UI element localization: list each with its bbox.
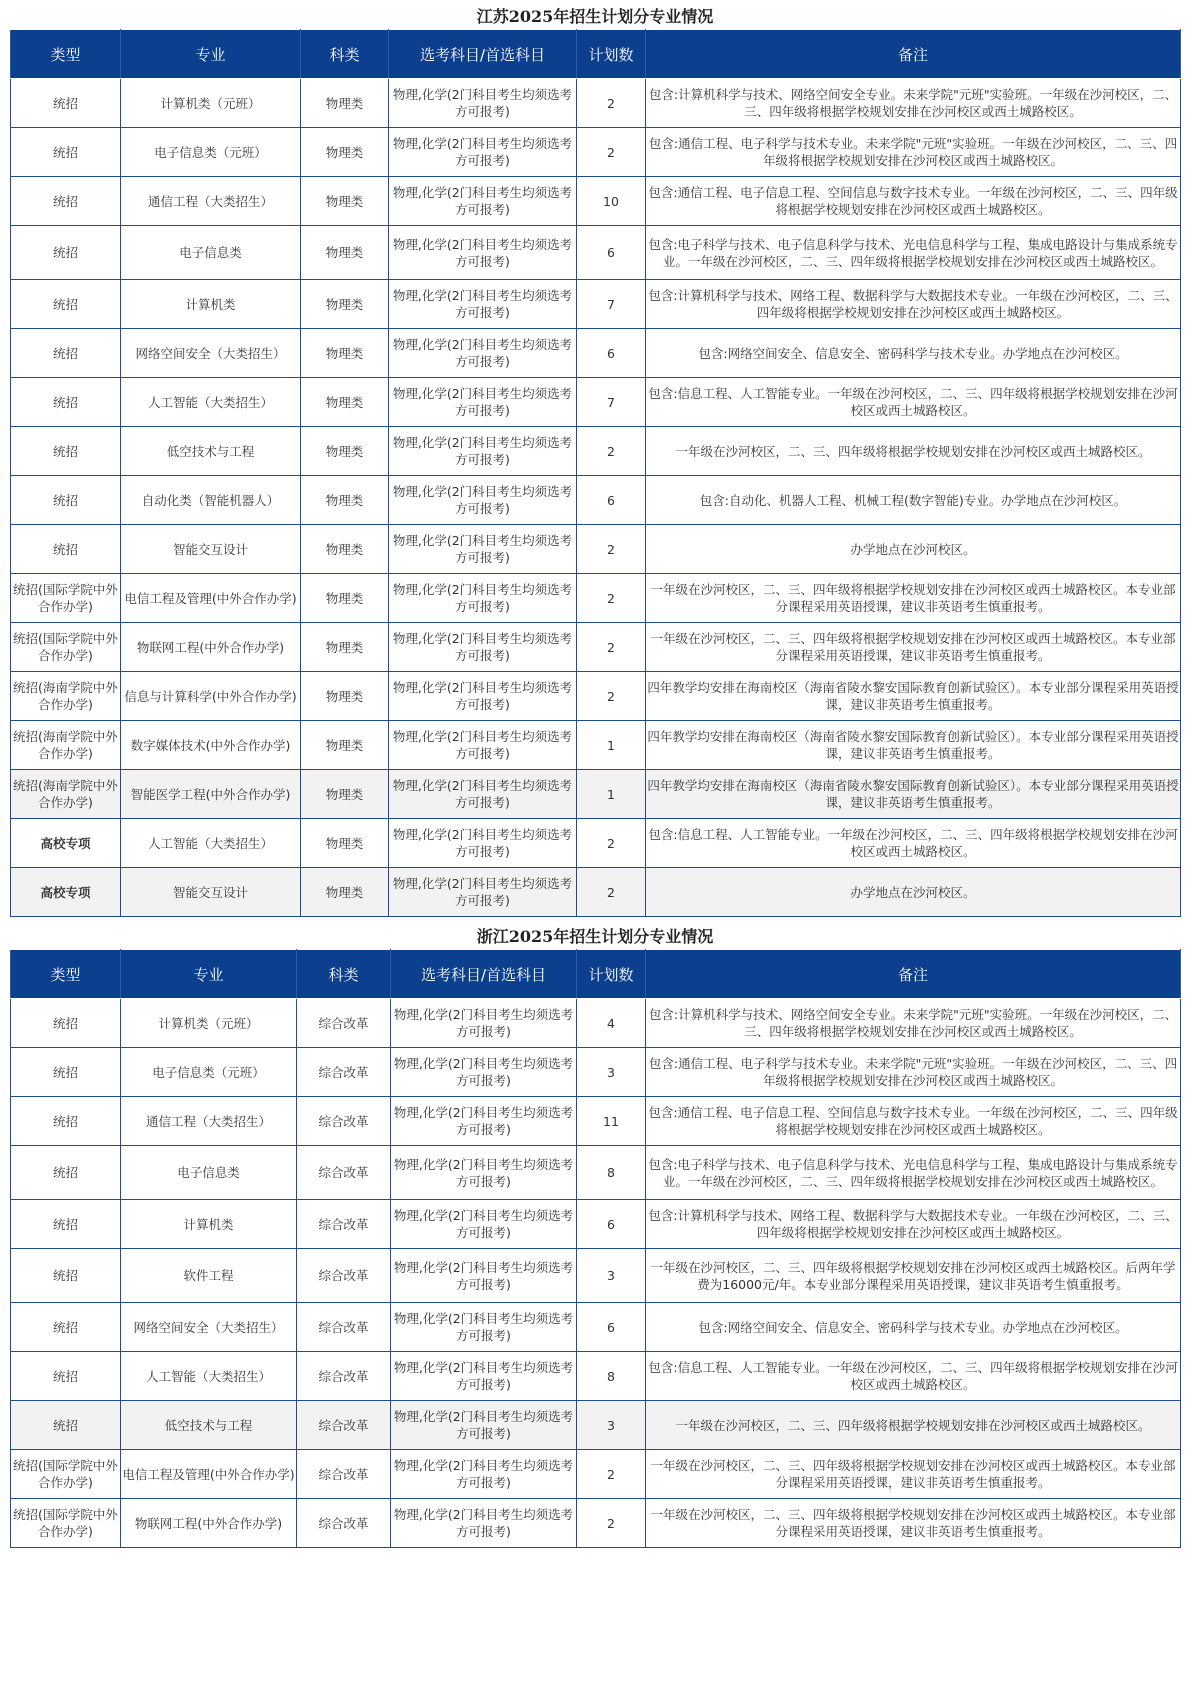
table-row bbox=[11, 1249, 1181, 1303]
cell-remarks: 包含:网络空间安全、信息安全、密码科学与技术专业。办学地点在沙河校区。 bbox=[646, 1303, 1181, 1352]
cell-plan-count: 11 bbox=[577, 1097, 646, 1146]
cell-major: 智能交互设计 bbox=[121, 868, 301, 917]
cell-major: 智能医学工程(中外合作办学) bbox=[121, 770, 301, 819]
table-row bbox=[11, 1097, 1181, 1146]
cell-major: 电子信息类（元班） bbox=[121, 128, 301, 177]
cell-major: 数字媒体技术(中外合作办学) bbox=[121, 721, 301, 770]
cell-subjects: 物理,化学(2门科目考生均须选考方可报考) bbox=[389, 128, 577, 177]
cell-subjects: 物理,化学(2门科目考生均须选考方可报考) bbox=[391, 1303, 577, 1352]
cell-remarks: 包含:计算机科学与技术、网络空间安全专业。未来学院"元班"实验班。一年级在沙河校区，二、三、四年级将根据学校规划安排在沙河校区或西土城路校区。 bbox=[646, 999, 1181, 1048]
cell-subjects: 物理,化学(2门科目考生均须选考方可报考) bbox=[391, 1200, 577, 1249]
cell-subjects: 物理,化学(2门科目考生均须选考方可报考) bbox=[389, 177, 577, 226]
cell-remarks: 四年教学均安排在海南校区（海南省陵水黎安国际教育创新试验区）。本专业部分课程采用英语授课，建议非英语考生慎重报考。 bbox=[646, 672, 1181, 721]
cell-subjects: 物理,化学(2门科目考生均须选考方可报考) bbox=[389, 226, 577, 280]
cell-category: 综合改革 bbox=[297, 999, 391, 1048]
table-row bbox=[11, 226, 1181, 280]
cell-type: 统招 bbox=[11, 1401, 121, 1450]
cell-type: 统招 bbox=[11, 999, 121, 1048]
cell-remarks: 一年级在沙河校区，二、三、四年级将根据学校规划安排在沙河校区或西土城路校区。 bbox=[646, 427, 1181, 476]
cell-remarks: 包含:信息工程、人工智能专业。一年级在沙河校区，二、三、四年级将根据学校规划安排在沙河校区或西土城路校区。 bbox=[646, 378, 1181, 427]
cell-type: 统招 bbox=[11, 476, 121, 525]
cell-category: 物理类 bbox=[301, 79, 389, 128]
cell-category: 综合改革 bbox=[297, 1048, 391, 1097]
cell-subjects: 物理,化学(2门科目考生均须选考方可报考) bbox=[389, 476, 577, 525]
cell-plan-count: 6 bbox=[577, 329, 646, 378]
cell-plan-count: 7 bbox=[577, 378, 646, 427]
cell-major: 信息与计算科学(中外合作办学) bbox=[121, 672, 301, 721]
cell-remarks: 一年级在沙河校区，二、三、四年级将根据学校规划安排在沙河校区或西土城路校区。本专业部分课程采用英语授课，建议非英语考生慎重报考。 bbox=[646, 1450, 1181, 1499]
cell-subjects: 物理,化学(2门科目考生均须选考方可报考) bbox=[391, 1097, 577, 1146]
cell-plan-count: 6 bbox=[577, 1303, 646, 1352]
cell-type: 统招(国际学院中外合作办学) bbox=[11, 1499, 121, 1548]
table-row bbox=[11, 1499, 1181, 1548]
cell-subjects: 物理,化学(2门科目考生均须选考方可报考) bbox=[391, 999, 577, 1048]
header-category: 科类 bbox=[297, 950, 391, 999]
cell-major: 电子信息类（元班） bbox=[121, 1048, 297, 1097]
cell-plan-count: 3 bbox=[577, 1249, 646, 1303]
table-row bbox=[11, 79, 1181, 128]
cell-plan-count: 2 bbox=[577, 128, 646, 177]
table-row bbox=[11, 378, 1181, 427]
cell-plan-count: 8 bbox=[577, 1352, 646, 1401]
cell-remarks: 四年教学均安排在海南校区（海南省陵水黎安国际教育创新试验区）。本专业部分课程采用英语授课，建议非英语考生慎重报考。 bbox=[646, 770, 1181, 819]
cell-category: 物理类 bbox=[301, 574, 389, 623]
cell-major: 电信工程及管理(中外合作办学) bbox=[121, 1450, 297, 1499]
cell-major: 计算机类 bbox=[121, 1200, 297, 1249]
cell-plan-count: 3 bbox=[577, 1048, 646, 1097]
header-remarks: 备注 bbox=[646, 30, 1181, 79]
cell-remarks: 包含:通信工程、电子科学与技术专业。未来学院"元班"实验班。一年级在沙河校区，二、三、四年级将根据学校规划安排在沙河校区或西土城路校区。 bbox=[646, 1048, 1181, 1097]
cell-major: 软件工程 bbox=[121, 1249, 297, 1303]
cell-remarks: 四年教学均安排在海南校区（海南省陵水黎安国际教育创新试验区）。本专业部分课程采用英语授课，建议非英语考生慎重报考。 bbox=[646, 721, 1181, 770]
cell-plan-count: 6 bbox=[577, 476, 646, 525]
cell-category: 物理类 bbox=[301, 721, 389, 770]
cell-major: 计算机类（元班） bbox=[121, 999, 297, 1048]
cell-remarks: 包含:电子科学与技术、电子信息科学与技术、光电信息科学与工程、集成电路设计与集成系统专业。一年级在沙河校区，二、三、四年级将根据学校规划安排在沙河校区或西土城路校区。 bbox=[646, 1146, 1181, 1200]
cell-subjects: 物理,化学(2门科目考生均须选考方可报考) bbox=[389, 79, 577, 128]
cell-type: 统招 bbox=[11, 1097, 121, 1146]
table-row bbox=[11, 574, 1181, 623]
table-row bbox=[11, 1303, 1181, 1352]
cell-plan-count: 2 bbox=[577, 525, 646, 574]
header-type: 类型 bbox=[11, 950, 121, 999]
cell-subjects: 物理,化学(2门科目考生均须选考方可报考) bbox=[389, 868, 577, 917]
header-subjects: 选考科目/首选科目 bbox=[391, 950, 577, 999]
cell-type: 统招 bbox=[11, 226, 121, 280]
cell-major: 人工智能（大类招生） bbox=[121, 378, 301, 427]
cell-plan-count: 2 bbox=[577, 79, 646, 128]
table-header-row bbox=[11, 30, 1181, 79]
cell-category: 物理类 bbox=[301, 819, 389, 868]
table-row bbox=[11, 721, 1181, 770]
cell-type: 统招 bbox=[11, 1249, 121, 1303]
table-row bbox=[11, 1146, 1181, 1200]
cell-type: 统招 bbox=[11, 1200, 121, 1249]
table-row bbox=[11, 999, 1181, 1048]
header-type: 类型 bbox=[11, 30, 121, 79]
cell-plan-count: 3 bbox=[577, 1401, 646, 1450]
cell-major: 网络空间安全（大类招生） bbox=[121, 1303, 297, 1352]
table-row bbox=[11, 1352, 1181, 1401]
cell-plan-count: 1 bbox=[577, 770, 646, 819]
table-row bbox=[11, 1200, 1181, 1249]
cell-category: 物理类 bbox=[301, 525, 389, 574]
cell-plan-count: 2 bbox=[577, 672, 646, 721]
header-plan-count: 计划数 bbox=[577, 30, 646, 79]
cell-type: 统招 bbox=[11, 525, 121, 574]
cell-plan-count: 1 bbox=[577, 721, 646, 770]
cell-category: 综合改革 bbox=[297, 1146, 391, 1200]
cell-major: 计算机类（元班） bbox=[121, 79, 301, 128]
cell-plan-count: 8 bbox=[577, 1146, 646, 1200]
header-plan-count: 计划数 bbox=[577, 950, 646, 999]
cell-major: 低空技术与工程 bbox=[121, 1401, 297, 1450]
cell-subjects: 物理,化学(2门科目考生均须选考方可报考) bbox=[389, 672, 577, 721]
cell-plan-count: 7 bbox=[577, 280, 646, 329]
cell-remarks: 包含:网络空间安全、信息安全、密码科学与技术专业。办学地点在沙河校区。 bbox=[646, 329, 1181, 378]
section-title-jiangsu: 江苏2025年招生计划分专业情况 bbox=[476, 7, 714, 26]
cell-remarks: 包含:自动化、机器人工程、机械工程(数字智能)专业。办学地点在沙河校区。 bbox=[646, 476, 1181, 525]
cell-subjects: 物理,化学(2门科目考生均须选考方可报考) bbox=[391, 1450, 577, 1499]
cell-type: 统招 bbox=[11, 1048, 121, 1097]
table-header-row bbox=[11, 950, 1181, 999]
cell-subjects: 物理,化学(2门科目考生均须选考方可报考) bbox=[389, 770, 577, 819]
cell-type: 统招 bbox=[11, 329, 121, 378]
cell-remarks: 办学地点在沙河校区。 bbox=[646, 868, 1181, 917]
cell-category: 综合改革 bbox=[297, 1200, 391, 1249]
cell-plan-count: 2 bbox=[577, 574, 646, 623]
cell-remarks: 一年级在沙河校区，二、三、四年级将根据学校规划安排在沙河校区或西土城路校区。后两年学费为16000元/年。本专业部分课程采用英语授课，建议非英语考生慎重报考。 bbox=[646, 1249, 1181, 1303]
cell-subjects: 物理,化学(2门科目考生均须选考方可报考) bbox=[391, 1352, 577, 1401]
cell-remarks: 包含:计算机科学与技术、网络工程、数据科学与大数据技术专业。一年级在沙河校区，二、三、四年级将根据学校规划安排在沙河校区或西土城路校区。 bbox=[646, 1200, 1181, 1249]
cell-category: 物理类 bbox=[301, 280, 389, 329]
cell-type: 统招(国际学院中外合作办学) bbox=[11, 1450, 121, 1499]
cell-subjects: 物理,化学(2门科目考生均须选考方可报考) bbox=[389, 427, 577, 476]
cell-subjects: 物理,化学(2门科目考生均须选考方可报考) bbox=[391, 1499, 577, 1548]
header-major: 专业 bbox=[121, 30, 301, 79]
cell-subjects: 物理,化学(2门科目考生均须选考方可报考) bbox=[389, 721, 577, 770]
table-row bbox=[11, 819, 1181, 868]
cell-category: 物理类 bbox=[301, 770, 389, 819]
cell-plan-count: 6 bbox=[577, 226, 646, 280]
cell-type: 统招(国际学院中外合作办学) bbox=[11, 574, 121, 623]
cell-remarks: 包含:计算机科学与技术、网络工程、数据科学与大数据技术专业。一年级在沙河校区，二、三、四年级将根据学校规划安排在沙河校区或西土城路校区。 bbox=[646, 280, 1181, 329]
cell-major: 计算机类 bbox=[121, 280, 301, 329]
header-subjects: 选考科目/首选科目 bbox=[389, 30, 577, 79]
cell-type: 统招(海南学院中外合作办学) bbox=[11, 770, 121, 819]
cell-plan-count: 4 bbox=[577, 999, 646, 1048]
table-row bbox=[11, 770, 1181, 819]
cell-type: 统招 bbox=[11, 1303, 121, 1352]
cell-plan-count: 2 bbox=[577, 868, 646, 917]
header-remarks: 备注 bbox=[646, 950, 1181, 999]
cell-remarks: 包含:通信工程、电子信息工程、空间信息与数字技术专业。一年级在沙河校区，二、三、四年级将根据学校规划安排在沙河校区或西土城路校区。 bbox=[646, 177, 1181, 226]
cell-category: 物理类 bbox=[301, 427, 389, 476]
cell-category: 综合改革 bbox=[297, 1303, 391, 1352]
cell-plan-count: 2 bbox=[577, 1499, 646, 1548]
table-row bbox=[11, 427, 1181, 476]
cell-major: 低空技术与工程 bbox=[121, 427, 301, 476]
table-row bbox=[11, 177, 1181, 226]
cell-category: 物理类 bbox=[301, 177, 389, 226]
cell-subjects: 物理,化学(2门科目考生均须选考方可报考) bbox=[389, 525, 577, 574]
cell-subjects: 物理,化学(2门科目考生均须选考方可报考) bbox=[391, 1401, 577, 1450]
section-title-zhejiang: 浙江2025年招生计划分专业情况 bbox=[476, 927, 714, 946]
cell-category: 综合改革 bbox=[297, 1097, 391, 1146]
cell-category: 物理类 bbox=[301, 868, 389, 917]
plan-table-zhejiang bbox=[10, 949, 1181, 1548]
cell-subjects: 物理,化学(2门科目考生均须选考方可报考) bbox=[389, 819, 577, 868]
cell-category: 物理类 bbox=[301, 476, 389, 525]
cell-type: 高校专项 bbox=[11, 819, 121, 868]
cell-major: 人工智能（大类招生） bbox=[121, 819, 301, 868]
cell-type: 统招 bbox=[11, 1352, 121, 1401]
cell-category: 物理类 bbox=[301, 378, 389, 427]
cell-subjects: 物理,化学(2门科目考生均须选考方可报考) bbox=[391, 1048, 577, 1097]
cell-category: 物理类 bbox=[301, 672, 389, 721]
table-row bbox=[11, 1450, 1181, 1499]
header-major: 专业 bbox=[121, 950, 297, 999]
cell-major: 物联网工程(中外合作办学) bbox=[121, 1499, 297, 1548]
cell-remarks: 包含:通信工程、电子科学与技术专业。未来学院"元班"实验班。一年级在沙河校区，二、三、四年级将根据学校规划安排在沙河校区或西土城路校区。 bbox=[646, 128, 1181, 177]
cell-category: 综合改革 bbox=[297, 1352, 391, 1401]
cell-subjects: 物理,化学(2门科目考生均须选考方可报考) bbox=[389, 623, 577, 672]
table-row bbox=[11, 1048, 1181, 1097]
cell-remarks: 包含:信息工程、人工智能专业。一年级在沙河校区，二、三、四年级将根据学校规划安排在沙河校区或西土城路校区。 bbox=[646, 819, 1181, 868]
cell-subjects: 物理,化学(2门科目考生均须选考方可报考) bbox=[389, 574, 577, 623]
table-row bbox=[11, 525, 1181, 574]
table-row bbox=[11, 868, 1181, 917]
cell-type: 统招 bbox=[11, 79, 121, 128]
table-row bbox=[11, 672, 1181, 721]
cell-major: 通信工程（大类招生） bbox=[121, 1097, 297, 1146]
cell-major: 电信工程及管理(中外合作办学) bbox=[121, 574, 301, 623]
cell-major: 物联网工程(中外合作办学) bbox=[121, 623, 301, 672]
cell-type: 统招 bbox=[11, 177, 121, 226]
cell-type: 统招 bbox=[11, 280, 121, 329]
cell-category: 综合改革 bbox=[297, 1450, 391, 1499]
cell-type: 统招 bbox=[11, 128, 121, 177]
table-row bbox=[11, 476, 1181, 525]
cell-type: 统招 bbox=[11, 378, 121, 427]
cell-category: 综合改革 bbox=[297, 1499, 391, 1548]
table-row bbox=[11, 280, 1181, 329]
cell-remarks: 一年级在沙河校区，二、三、四年级将根据学校规划安排在沙河校区或西土城路校区。 bbox=[646, 1401, 1181, 1450]
table-row bbox=[11, 623, 1181, 672]
cell-remarks: 包含:计算机科学与技术、网络空间安全专业。未来学院"元班"实验班。一年级在沙河校区，二、三、四年级将根据学校规划安排在沙河校区或西土城路校区。 bbox=[646, 79, 1181, 128]
cell-remarks: 包含:通信工程、电子信息工程、空间信息与数字技术专业。一年级在沙河校区，二、三、四年级将根据学校规划安排在沙河校区或西土城路校区。 bbox=[646, 1097, 1181, 1146]
cell-major: 自动化类（智能机器人） bbox=[121, 476, 301, 525]
cell-remarks: 一年级在沙河校区，二、三、四年级将根据学校规划安排在沙河校区或西土城路校区。本专业部分课程采用英语授课，建议非英语考生慎重报考。 bbox=[646, 574, 1181, 623]
cell-type: 统招(国际学院中外合作办学) bbox=[11, 623, 121, 672]
cell-plan-count: 6 bbox=[577, 1200, 646, 1249]
cell-subjects: 物理,化学(2门科目考生均须选考方可报考) bbox=[391, 1249, 577, 1303]
cell-major: 智能交互设计 bbox=[121, 525, 301, 574]
cell-subjects: 物理,化学(2门科目考生均须选考方可报考) bbox=[389, 280, 577, 329]
cell-major: 网络空间安全（大类招生） bbox=[121, 329, 301, 378]
cell-subjects: 物理,化学(2门科目考生均须选考方可报考) bbox=[389, 329, 577, 378]
cell-plan-count: 2 bbox=[577, 623, 646, 672]
cell-type: 统招 bbox=[11, 427, 121, 476]
cell-remarks: 包含:信息工程、人工智能专业。一年级在沙河校区，二、三、四年级将根据学校规划安排在沙河校区或西土城路校区。 bbox=[646, 1352, 1181, 1401]
cell-remarks: 一年级在沙河校区，二、三、四年级将根据学校规划安排在沙河校区或西土城路校区。本专业部分课程采用英语授课，建议非英语考生慎重报考。 bbox=[646, 1499, 1181, 1548]
cell-subjects: 物理,化学(2门科目考生均须选考方可报考) bbox=[389, 378, 577, 427]
cell-major: 电子信息类 bbox=[121, 226, 301, 280]
cell-major: 通信工程（大类招生） bbox=[121, 177, 301, 226]
cell-remarks: 一年级在沙河校区，二、三、四年级将根据学校规划安排在沙河校区或西土城路校区。本专业部分课程采用英语授课，建议非英语考生慎重报考。 bbox=[646, 623, 1181, 672]
cell-type: 高校专项 bbox=[11, 868, 121, 917]
cell-remarks: 包含:电子科学与技术、电子信息科学与技术、光电信息科学与工程、集成电路设计与集成系统专业。一年级在沙河校区，二、三、四年级将根据学校规划安排在沙河校区或西土城路校区。 bbox=[646, 226, 1181, 280]
cell-category: 物理类 bbox=[301, 226, 389, 280]
table-row bbox=[11, 1401, 1181, 1450]
cell-category: 物理类 bbox=[301, 128, 389, 177]
cell-plan-count: 2 bbox=[577, 819, 646, 868]
cell-category: 物理类 bbox=[301, 329, 389, 378]
cell-subjects: 物理,化学(2门科目考生均须选考方可报考) bbox=[391, 1146, 577, 1200]
cell-category: 综合改革 bbox=[297, 1401, 391, 1450]
cell-major: 电子信息类 bbox=[121, 1146, 297, 1200]
cell-plan-count: 2 bbox=[577, 427, 646, 476]
cell-major: 人工智能（大类招生） bbox=[121, 1352, 297, 1401]
cell-type: 统招 bbox=[11, 1146, 121, 1200]
cell-type: 统招(海南学院中外合作办学) bbox=[11, 721, 121, 770]
cell-plan-count: 2 bbox=[577, 1450, 646, 1499]
cell-category: 物理类 bbox=[301, 623, 389, 672]
cell-plan-count: 10 bbox=[577, 177, 646, 226]
cell-type: 统招(海南学院中外合作办学) bbox=[11, 672, 121, 721]
cell-remarks: 办学地点在沙河校区。 bbox=[646, 525, 1181, 574]
cell-category: 综合改革 bbox=[297, 1249, 391, 1303]
plan-table-jiangsu bbox=[10, 29, 1181, 917]
header-category: 科类 bbox=[301, 30, 389, 79]
table-row bbox=[11, 329, 1181, 378]
table-row bbox=[11, 128, 1181, 177]
